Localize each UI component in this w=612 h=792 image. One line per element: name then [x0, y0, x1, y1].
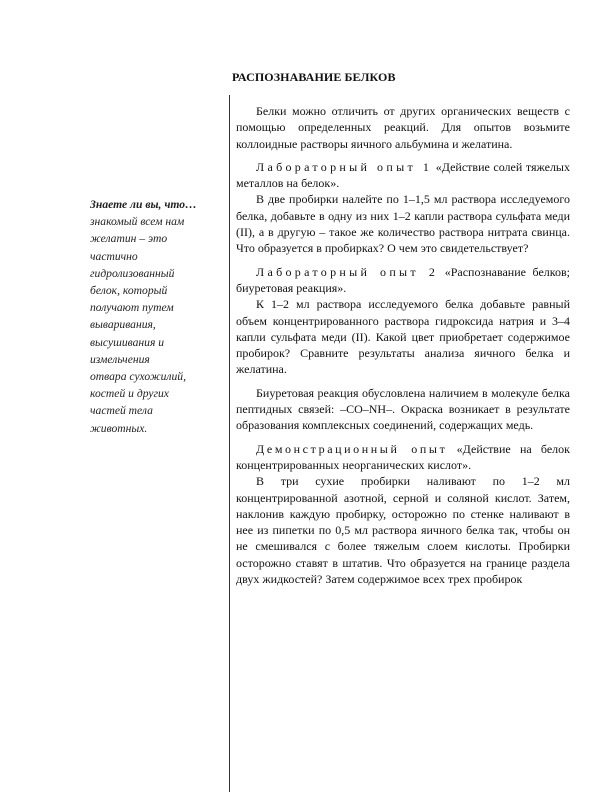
sidebar-line: желатин – это [90, 232, 168, 246]
lab1-paragraph: В две пробирки налейте по 1–1,5 мл раствора исследуемого белка, добавьте в одну из них 1–2 капли раствора сульфата меди (II), а в другую – такое же количество раствора нитрата свинца. Что образуется в пробирках? О чем это свидетельствует? [236, 192, 570, 256]
sidebar-heading: Знаете ли вы, что… [90, 198, 197, 211]
sidebar-line: отвара сухожилий, [90, 370, 186, 384]
demo-title: «Действие на белок концентрированных неорганических кислот». [236, 441, 570, 472]
sidebar-line: вываривания, [90, 318, 156, 332]
sidebar-line: гидролизованный [90, 266, 175, 280]
sidebar-line: частично [90, 249, 138, 263]
lab2-title: «Распознавание белков; биуретовая реакция». [236, 264, 570, 295]
lab2-paragraph: К 1–2 мл раствора исследуемого белка добавьте равный объем концентрированного раствора гидроксида натрия и 3–4 капли сульфата меди (II). Какой цвет приобретает содержимое пробирок? Сравните результаты анализа яичного белка и желатина. [236, 297, 570, 377]
lab1-title: «Действие солей тяжелых металлов на белок». [236, 159, 570, 191]
lab2-label: Лабораторный опыт 2 [256, 264, 439, 279]
sidebar-line: знакомый всем нам [90, 215, 185, 229]
sidebar-line: получают путем [90, 301, 174, 315]
biuret-paragraph: Биуретовая реакция обусловлена наличием в молекуле белка пептидных связей: –CO–NH–. Окраска возникает в результате образования комплексных соединений, содержащих медь. [236, 385, 570, 433]
sidebar-note [90, 196, 224, 437]
sidebar-line: высушивания и [90, 335, 165, 349]
lab1-heading [236, 159, 570, 192]
sidebar-line: частей тела [90, 404, 153, 418]
lab2-heading [236, 264, 570, 297]
sidebar-line: костей и других [90, 387, 169, 401]
main-text [236, 103, 570, 587]
sidebar-line: животных. [90, 421, 148, 435]
sidebar-line: измельчения [90, 352, 150, 366]
lab1-label: Лабораторный опыт 1 [256, 159, 433, 174]
demo-paragraph: В три сухие пробирки наливают по 1–2 мл концентрированной азотной, серной и соляной кислот. Затем, наклонив каждую пробирку, осторожно по стенке наливают в нее из пипетки по 0,5 мл раствора яичного белка так, чтобы он не смешивался с более тяжелым слоем кислоты. Пробирки осторожно ставят в штатив. Что образуется на границе раздела двух жидкостей? Затем содержимое всех трех пробирок [236, 474, 570, 587]
demo-heading [236, 441, 570, 474]
demo-label: Демонстрационный опыт [256, 441, 448, 456]
intro-paragraph: Белки можно отличить от других органических веществ с помощью определенных реакций. Для опытов возьмите коллоидные растворы яичного альбумина и желатина. [236, 104, 570, 151]
sidebar-line: белок, который [90, 284, 168, 298]
column-divider [229, 95, 230, 792]
page-title: РАСПОЗНАВАНИЕ БЕЛКОВ [232, 70, 396, 84]
